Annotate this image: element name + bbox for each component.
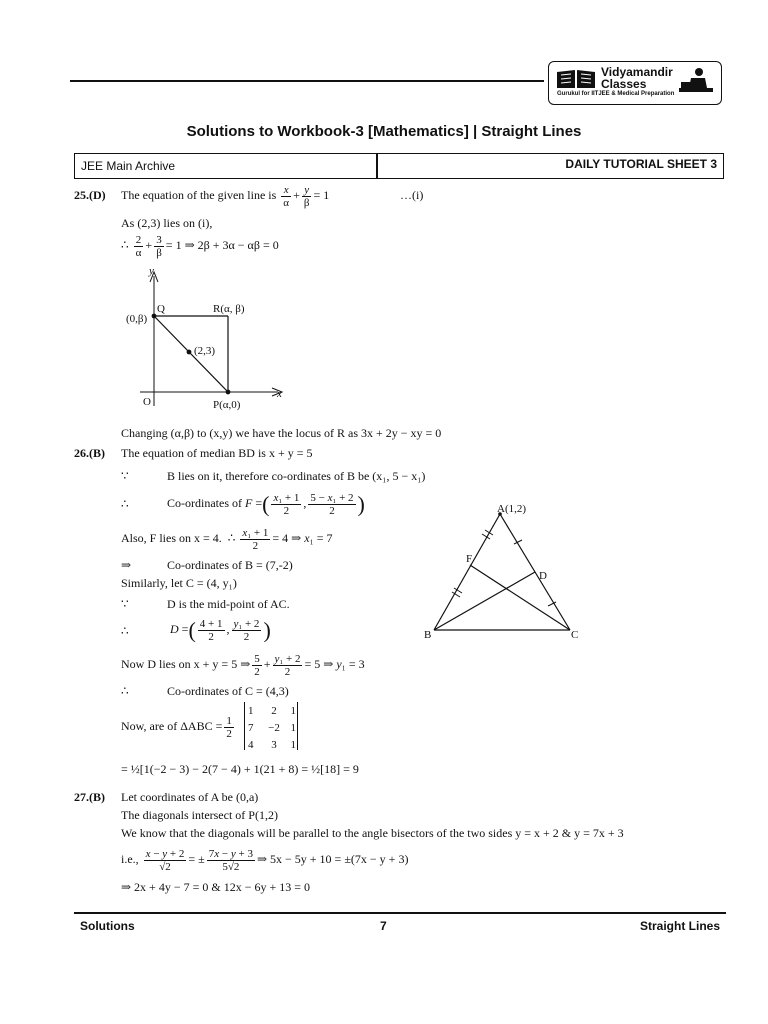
q25-figure — [120, 264, 290, 416]
q26-d-formula: D =( $\frac{4 + 1}{2}$ , $\frac{\text{y₁ + 2}}{2}$ ) — [170, 617, 271, 643]
q26-l9: Co-ordinates of C = (4,3) — [167, 684, 289, 698]
logo-name-1: Vidyamandir — [601, 65, 673, 79]
fig-o-label: O — [143, 396, 151, 408]
q26-l3: Co-ordinates of F =( $\frac{\text{x₁ + 1}}{2}$ , $\frac{\text{5 − x₁ + 2}}{2}$ ) — [167, 491, 365, 517]
because-symbol-2: ∵ — [121, 597, 129, 611]
det-cell: 2 — [271, 704, 277, 717]
fig-x-label: x — [277, 388, 282, 400]
fig-pt-label: (2,3) — [194, 345, 216, 357]
page-title: Solutions to Workbook-3 [Mathematics] | Straight Lines — [186, 123, 582, 140]
determinant — [244, 702, 298, 750]
header-rule — [70, 80, 544, 82]
fig-q-label: Q — [157, 303, 165, 315]
q26-l4: Also, F lies on x = 4. ∴ $\frac{\text{x₁ + 1}}{2}$ = 4 ⇒ x₁ = 7 — [121, 526, 333, 552]
banner-right: DAILY TUTORIAL SHEET 3 — [565, 157, 717, 171]
q25-number: 25.(D) — [74, 188, 106, 202]
q26-l8: Now D lies on x + y = 5 ⇒ $\frac{5}{2}$ + $\frac{\text{y₁ + 2}}{2}$ = 5 ⇒ y₁ = 3 — [121, 652, 365, 678]
q26-l1: The equation of median BD is x + y = 5 — [121, 446, 313, 460]
tri-label-f: F — [466, 553, 473, 565]
det-cell: 1 — [248, 704, 254, 717]
det-cell: 1 — [290, 721, 296, 734]
det-cell: 1 — [290, 738, 296, 751]
q27-l5: ⇒ 2x + 4y − 7 = 0 & 12x − 6y + 13 = 0 — [121, 880, 310, 894]
det-cell: −2 — [268, 721, 280, 734]
q25-line4: Changing (α,β) to (x,y) we have the locus of R as 3x + 2y − xy = 0 — [121, 426, 442, 440]
student-desk-icon — [677, 66, 715, 96]
fig-p-label: P(α,0) — [213, 399, 241, 411]
tri-label-c: C — [571, 629, 579, 641]
q27-l3: We know that the diagonals will be parallel to the angle bisectors of the two sides y = x + 2 & y = 7x + 3 — [121, 826, 624, 840]
q26-l5: Co-ordinates of B = (7,-2) — [167, 558, 293, 572]
tri-label-b: B — [424, 629, 432, 641]
fig-y-label: y — [149, 265, 154, 277]
triangle-figure — [430, 508, 580, 638]
q25-line1: The equation of the given line is $\frac{x}{\alpha}$ + $\frac{y}{\beta}$ = 1 — [121, 183, 330, 209]
logo — [548, 61, 722, 105]
q25-line2: As (2,3) lies on (i), — [121, 216, 213, 230]
det-cell: 3 — [271, 738, 277, 751]
therefore-symbol-3: ∴ — [121, 684, 129, 698]
q26-area-label: Now, are of ΔABC = $\frac{1}{2}$ — [121, 714, 232, 740]
q27-l1: Let coordinates of A be (0,a) — [121, 790, 259, 804]
footer-rule — [74, 912, 726, 914]
q26-l6: Similarly, let C = (4, y₁) — [121, 576, 237, 590]
fig-r-label: R(α, β) — [213, 303, 245, 315]
q27-number: 27.(B) — [74, 790, 105, 804]
q25-ref: …(i) — [400, 188, 424, 202]
det-cell: 4 — [248, 738, 254, 751]
det-cell: 7 — [248, 721, 254, 734]
logo-tagline: Gurukul for IITJEE & Medical Preparation — [557, 91, 675, 97]
logo-name-2: Classes — [601, 77, 647, 91]
tri-label-a: A(1,2) — [497, 503, 527, 515]
q26-l2: B lies on it, therefore co-ordinates of B be (x₁, 5 − x₁) — [167, 469, 426, 483]
q26-number: 26.(B) — [74, 446, 105, 460]
q27-l2: The diagonals intersect of P(1,2) — [121, 808, 278, 822]
footer-left: Solutions — [80, 919, 135, 933]
book-icon — [555, 68, 597, 90]
footer-right: Straight Lines — [640, 919, 721, 933]
det-cell: 1 — [290, 704, 296, 717]
implies-symbol: ⇒ — [121, 558, 132, 572]
therefore-symbol-2: ∴ — [121, 624, 129, 638]
q27-l4: i.e., $\frac{x - y + 2}{√2}$ = ± $\frac{7x - y + 3}{5√2}$ ⇒ 5x − 5y + 10 = ±(7x − y + 3) — [121, 847, 409, 873]
tri-label-d: D — [539, 570, 547, 582]
page-number: 7 — [380, 919, 387, 933]
q26-l11: = ½[1(−2 − 3) − 2(7 − 4) + 1(21 + 8) = ½[18] = 9 — [121, 762, 359, 776]
because-symbol: ∵ — [121, 469, 129, 483]
q26-l7: D is the mid-point of AC. — [167, 597, 290, 611]
banner-left: JEE Main Archive — [81, 159, 176, 173]
q25-line3: ∴ $\frac{2}{\alpha}$ + $\frac{3}{\beta}$ = 1 ⇒ 2β + 3α − αβ = 0 — [121, 233, 279, 259]
therefore-symbol: ∴ — [121, 497, 129, 511]
sheet-banner — [74, 153, 724, 179]
fig-zb-label: (0,β) — [126, 313, 148, 325]
